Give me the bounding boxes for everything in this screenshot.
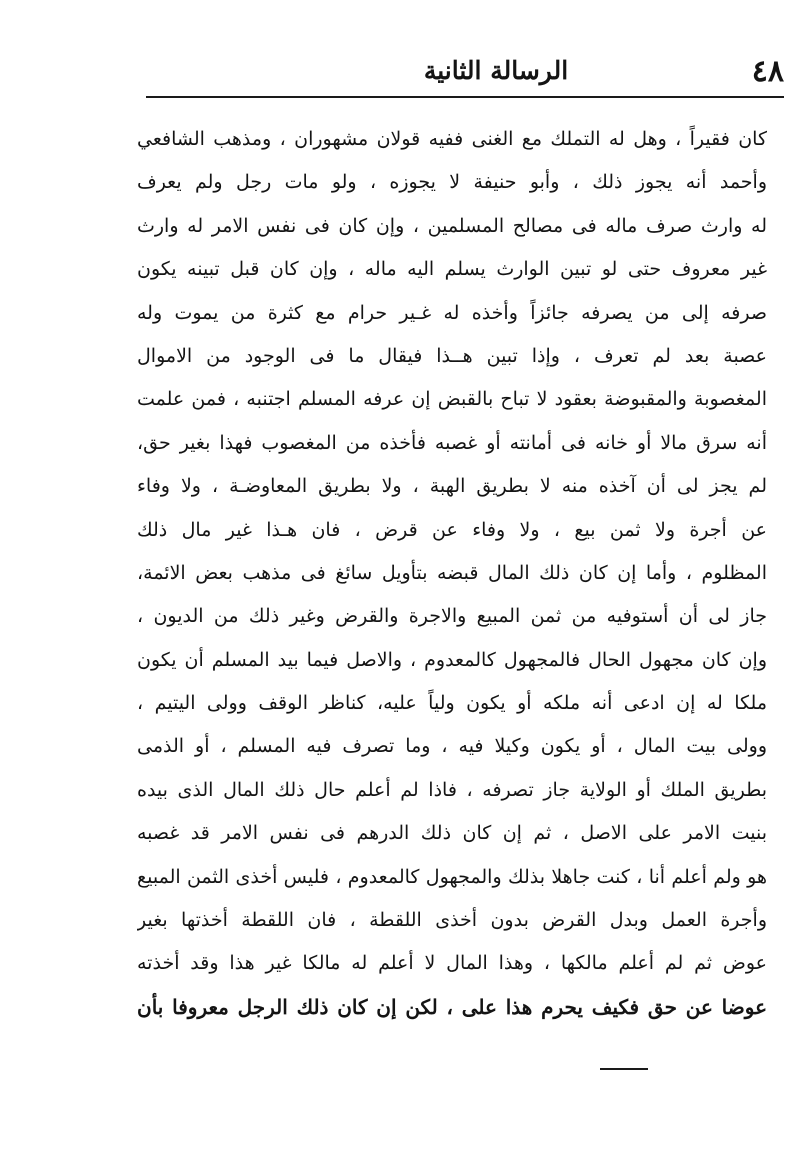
text-line: صرفه إلى من يصرفه جائزاً وأخذه له غـير حرام مع كثرة من يموت وله xyxy=(137,301,767,324)
text-line: له وارث صرف ماله فى مصالح المسلمين ، وإن كان فى نفس الامر له وارث xyxy=(137,214,767,237)
text-line: بنيت الامر على الاصل ، ثم إن كان ذلك الدرهم فى نفس الامر قد غصبه xyxy=(137,822,767,845)
text-line: وولى بيت المال ، أو يكون وكيلا فيه ، وما تصرف فيه المسلم ، أو الذمى xyxy=(137,735,767,758)
text-line: وإن كان مجهول الحال فالمجهول كالمعدوم ، والاصل فيما بيد المسلم أن يكون xyxy=(137,648,767,671)
header-rule xyxy=(146,96,784,98)
text-line: كان فقيراً ، وهل له التملك مع الغنى ففيه قولان مشهوران ، ومذهب الشافعي xyxy=(137,128,767,150)
running-title: الرسالة الثانية xyxy=(423,56,569,85)
page-number: ٤٨ xyxy=(751,54,784,89)
page-header xyxy=(146,52,784,96)
text-line: جاز لى أن أستوفيه من ثمن المبيع والاجرة والقرض وغير ذلك من الديون ، xyxy=(137,605,767,628)
text-line: عوض ثم لم أعلم مالكها ، وهذا المال لا أعلم له مالكا غير هذا وقد أخذته xyxy=(137,952,767,975)
text-line: هو ولم أعلم أنا ، كنت جاهلا بذلك والمجهول كالمعدوم ، فليس أخذى الثمن المبيع xyxy=(137,865,767,888)
catchword-rule xyxy=(600,1068,648,1070)
text-line: وأجرة العمل وبدل القرض بدون أخذى اللقطة ، فان اللقطة أخذتها بغير xyxy=(137,909,767,932)
text-line: وأحمد أنه يجوز ذلك ، وأبو حنيفة لا يجوزه ، ولو مات رجل ولم يعرف xyxy=(137,171,767,194)
text-line: عصبة بعد لم تعرف ، وإذا تبين هــذا فيقال ما فى الوجود من الاموال xyxy=(137,344,767,367)
text-line: عن أجرة ولا ثمن بيع ، ولا وفاء عن قرض ، فان هـذا غير مال ذلك xyxy=(137,518,767,541)
text-line: المغصوبة والمقبوضة بعقود لا تباح بالقبض إن عرفه المسلم اجتنبه ، فمن علمت xyxy=(137,388,767,411)
text-line: ملكا له إن ادعى أنه ملكه أو يكون ولياً عليه، كناظر الوقف وولى اليتيم ، xyxy=(137,692,767,715)
body-text xyxy=(137,118,767,1029)
text-line: غير معروف حتى لو تبين الوارث يسلم اليه ماله ، وإن كان قبل تبينه يكون xyxy=(137,258,767,281)
text-line: لم يجز لى أن آخذه منه لا بطريق الهبة ، ولا بطريق المعاوضـة ، ولا وفاء xyxy=(137,475,767,498)
text-line: بطريق الملك أو الولاية جاز تصرفه ، فاذا لم أعلم حال ذلك المال الذى بيده xyxy=(137,778,767,801)
text-line: أنه سرق مالا أو خانه فى أمانته أو غصبه فأخذه من المغصوب فهذا بغير حق، xyxy=(137,431,767,454)
text-line: عوضا عن حق فكيف يحرم هذا على ، لكن إن كان ذلك الرجل معروفا بأن xyxy=(137,994,767,1019)
text-line: المظلوم ، وأما إن كان ذلك المال قبضه بتأويل سائغ فى مذهب بعض الائمة، xyxy=(137,561,767,584)
